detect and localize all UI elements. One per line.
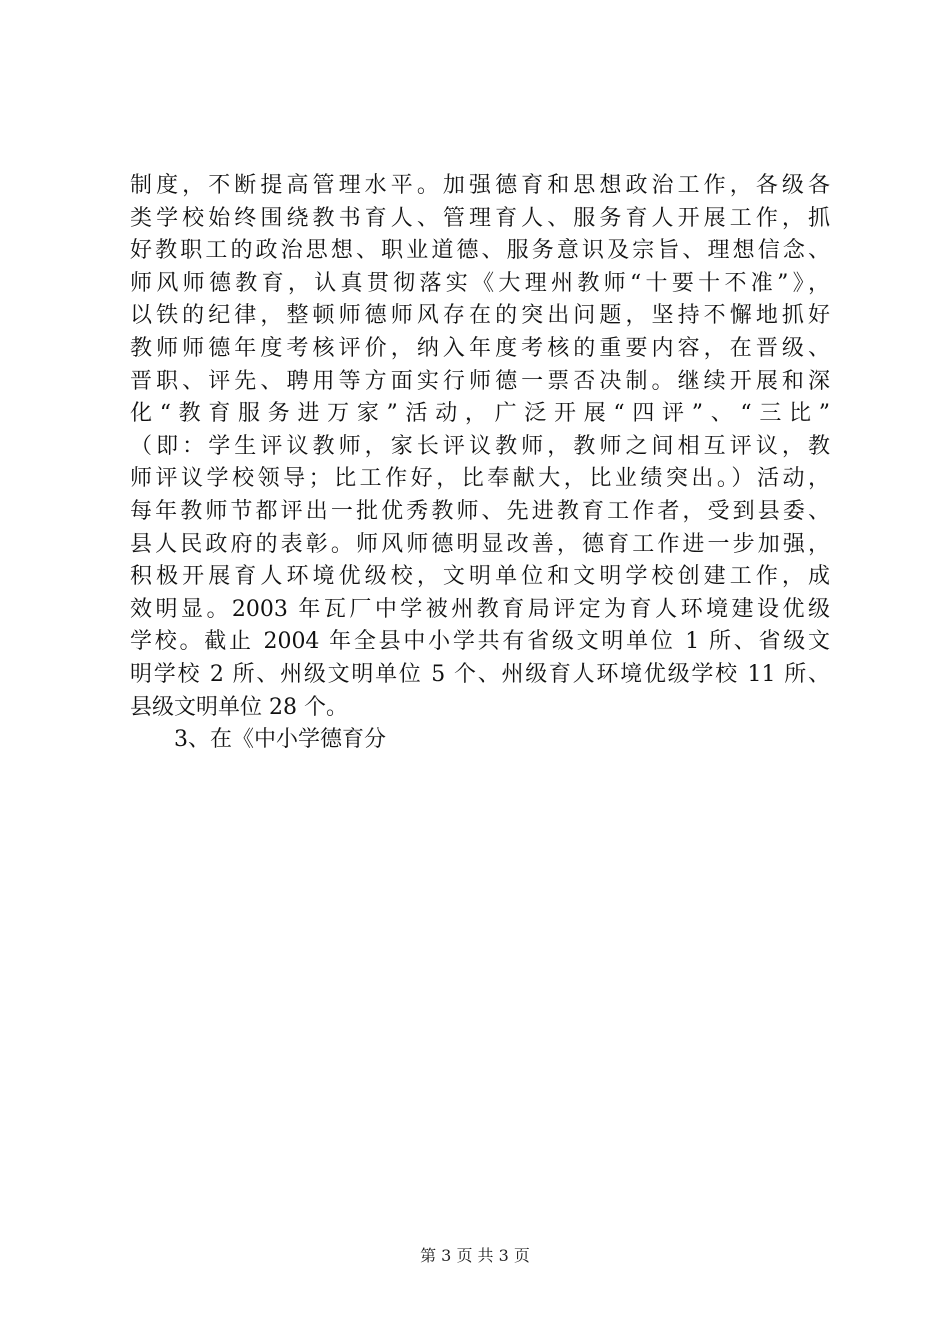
paragraph-line: 县级文明单位 28 个。 <box>130 694 348 720</box>
paragraph-line: 类学校始终围绕教书育人、管理育人、服务育人开展工作，抓 <box>130 205 830 231</box>
page-footer: 第 3 页 共 3 页 <box>420 1246 530 1265</box>
paragraph-line: 效明显。2003 年瓦厂中学被州教育局评定为育人环境建设优级 <box>130 596 830 622</box>
paragraph-line: 每年教师节都评出一批优秀教师、先进教育工作者，受到县委、 <box>130 498 830 524</box>
paragraph-line: 化“教育服务进万家”活动，广泛开展“四评”、“三比” <box>130 401 830 427</box>
paragraph-line: 积极开展育人环境优级校，文明单位和文明学校创建工作，成 <box>130 564 830 590</box>
paragraph-line: （即：学生评议教师，家长评议教师，教师之间相互评议，教 <box>130 433 830 459</box>
paragraph-line: 县人民政府的表彰。师风师德明显改善，德育工作进一步加强， <box>130 531 830 557</box>
paragraph-line: 制度，不断提高管理水平。加强德育和思想政治工作，各级各 <box>130 173 830 198</box>
paragraph-line: 好教职工的政治思想、职业道德、服务意识及宗旨、理想信念、 <box>130 238 830 264</box>
paragraph-line: 师评议学校领导；比工作好，比奉献大，比业绩突出。）活动， <box>130 466 830 492</box>
paragraph-line: 学校。截止 2004 年全县中小学共有省级文明单位 1 所、省级文 <box>130 629 830 655</box>
paragraph-line: 晋职、评先、聘用等方面实行师德一票否决制。继续开展和深 <box>130 368 830 394</box>
body-text <box>130 170 830 757</box>
paragraph-line: 明学校 2 所、州级文明单位 5 个、州级育人环境优级学校 11 所、 <box>130 661 830 687</box>
paragraph-line: 教师师德年度考核评价，纳入年度考核的重要内容，在晋级、 <box>130 335 830 361</box>
paragraph-line: 师风师德教育，认真贯彻落实《大理州教师“十要十不准”》， <box>130 270 830 296</box>
next-item-heading: 3、在《中小学德育分 <box>174 727 386 753</box>
paragraph-line: 以铁的纪律，整顿师德师风存在的突出问题，坚持不懈地抓好 <box>130 303 830 329</box>
